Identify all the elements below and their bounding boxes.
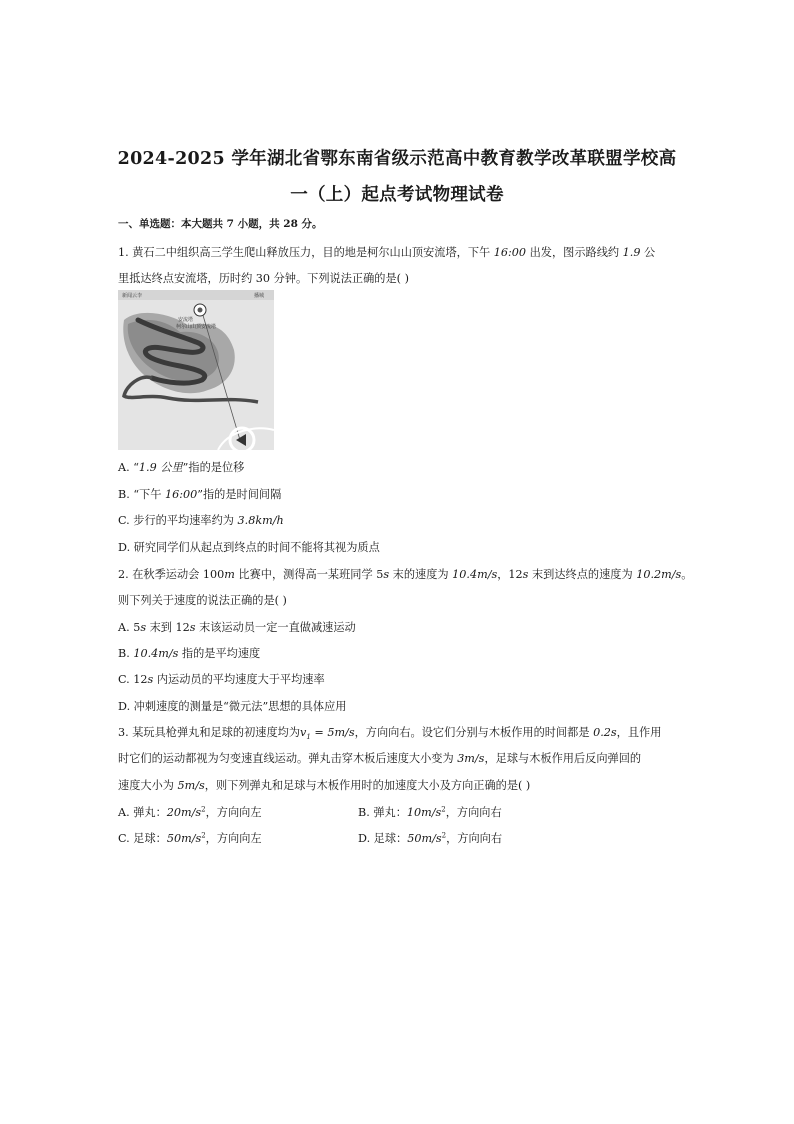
q2-option-c: C. 12s 内运动员的平均速度大于平均速率 — [118, 673, 325, 686]
q1-option-a: A. “1.9 公里”指的是位移 — [118, 461, 245, 474]
q3-stem-line1: 3. 某玩具枪弹丸和足球的初速度均为$v_1 = 5m/s$，方向向右。设它们分别与木板作用的时间都是 0.2s，且作用 — [118, 726, 662, 742]
q1-stem-line2: 里抵达终点安流塔，历时约 30 分钟。下列说法正确的是( ) — [118, 272, 409, 285]
q1-stem-line1: 1. 黄石二中组织高三学生爬山释放压力，目的地是柯尔山山顶安流塔，下午 16:00 出发，图示路线约 1.9 公 — [118, 246, 656, 259]
map-label-top-left: 新闻云李 — [122, 293, 143, 299]
q1-option-b: B. “下午 16:00”指的是时间间隔 — [118, 488, 282, 501]
q3-option-a: A. 弹丸：$20m/s^2$，方向向左 — [118, 805, 262, 819]
q3-stem-line3: 速度大小为 5m/s，则下列弹丸和足球与木板作用时的加速度大小及方向正确的是( ) — [118, 779, 531, 792]
q2-option-a: A. 5s 末到 12s 末该运动员一定一直做减速运动 — [118, 621, 356, 634]
map-label-top-right: 播城 — [254, 293, 265, 299]
q3-option-b: B. 弹丸：$10m/s^2$，方向向右 — [358, 805, 502, 819]
q2-option-b: B. 10.4m/s 指的是平均速度 — [118, 647, 261, 660]
q2-stem-line1: 2. 在秋季运动会 100m 比赛中，测得高一某班同学 5s 末的速度为 10.4m/s，12s 末到达终点的速度为 10.2m/s。 — [118, 568, 693, 581]
page-title-line2: 一（上）起点考试物理试卷 — [290, 185, 504, 205]
q3-option-c: C. 足球：$50m/s^2$，方向向左 — [118, 831, 262, 845]
route-map-image — [118, 290, 274, 450]
section-heading: 一、单选题：本大题共 7 小题，共 28 分。 — [118, 218, 323, 230]
page-title-line1: 2024-2025 学年湖北省鄂东南省级示范高中教育教学改革联盟学校高 — [117, 149, 677, 169]
q2-option-d: D. 冲刺速度的测量是“微元法”思想的具体应用 — [118, 700, 347, 713]
q2-stem-line2: 则下列关于速度的说法正确的是( ) — [118, 594, 287, 607]
map-pin-label-a: 安流塔 — [178, 317, 194, 323]
q1-option-d: D. 研究同学们从起点到终点的时间不能将其视为质点 — [118, 541, 380, 554]
q3-option-d: D. 足球：$50m/s^2$，方向向右 — [358, 831, 503, 845]
q3-stem-line2: 时它们的运动都视为匀变速直线运动。弹丸击穿木板后速度大小变为 3m/s，足球与木板作用后反向弹回的 — [118, 752, 642, 765]
map-pin-label-b: 柯尔山山顶安流塔 — [176, 324, 217, 330]
q1-option-c: C. 步行的平均速率约为 3.8km/h — [118, 514, 284, 527]
